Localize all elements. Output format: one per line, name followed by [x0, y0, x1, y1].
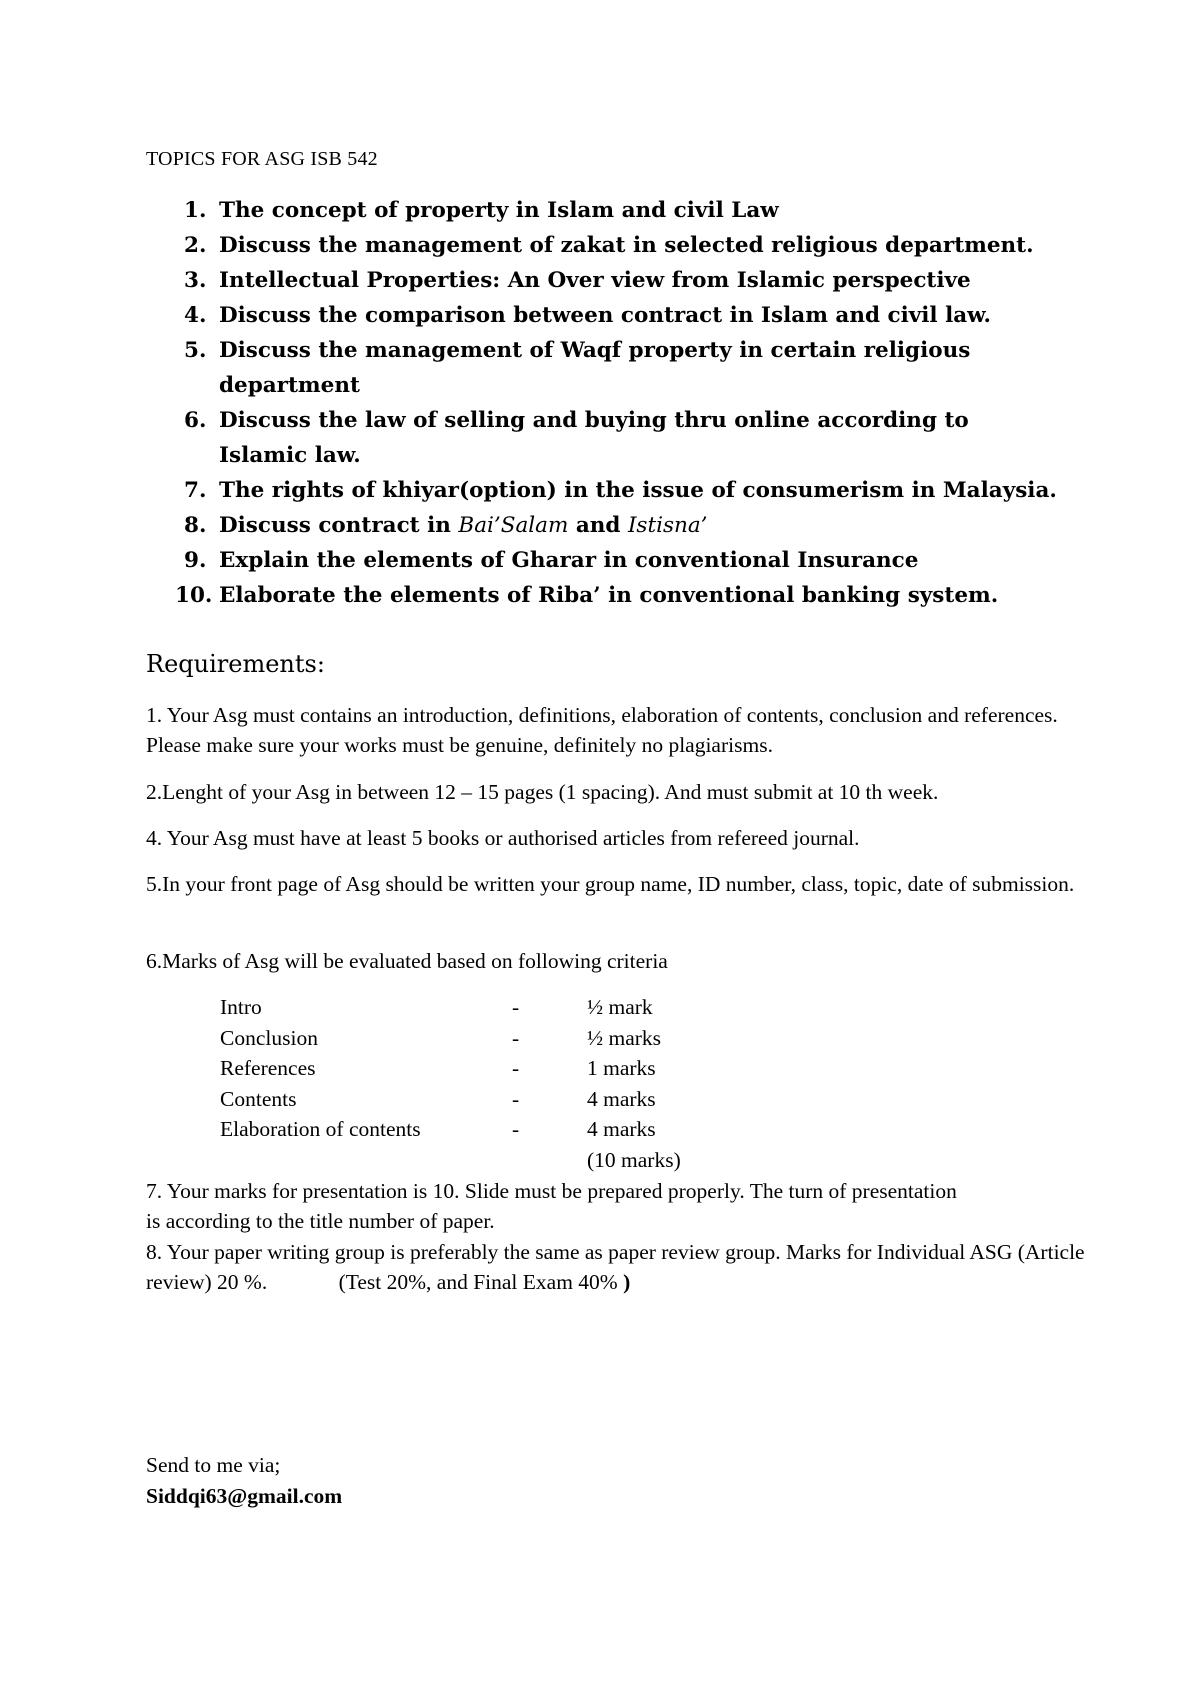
- contact-email: Siddqi63@gmail.com: [146, 1484, 343, 1508]
- topic-text-italic: Bai’Salam: [458, 513, 569, 538]
- document-title: TOPICS FOR ASG ISB 542: [146, 148, 378, 170]
- group-note-text: 8. Your paper writing group is preferably the same as paper review group. Marks for Individual ASG (Article review) 20 %.: [146, 1240, 1085, 1294]
- topic-number: 6.: [184, 408, 207, 433]
- criteria-row: [220, 1023, 820, 1054]
- requirement-item: 5.In your front page of Asg should be written your group name, ID number, class, topic, date of submission.: [146, 872, 1075, 896]
- criteria-value: ½ mark: [587, 995, 653, 1019]
- topic-number: 1.: [184, 198, 207, 223]
- requirement-item: 6.Marks of Asg will be evaluated based on following criteria: [146, 949, 668, 973]
- topic-text-italic: Istisna’: [627, 513, 708, 538]
- topic-text: The rights of khiyar(option) in the issue of consumerism in Malaysia.: [219, 478, 1057, 503]
- topic-number: 3.: [184, 268, 207, 293]
- criteria-value: 1 marks: [587, 1056, 656, 1080]
- criteria-row: [220, 1053, 820, 1084]
- topic-item: [146, 403, 1106, 473]
- topic-list: [146, 193, 1106, 613]
- criteria-label: Elaboration of contents: [220, 1117, 421, 1141]
- topic-number: 5.: [184, 338, 207, 363]
- topic-text: Elaborate the elements of Riba’ in conventional banking system.: [219, 583, 999, 608]
- topic-item: [146, 193, 1106, 228]
- topic-item: [146, 473, 1106, 508]
- criteria-row: [220, 1114, 820, 1145]
- criteria-label: Intro: [220, 995, 262, 1019]
- topic-number: 2.: [184, 233, 207, 258]
- topic-text: Discuss the comparison between contract in Islam and civil law.: [219, 303, 992, 328]
- topic-item: [146, 228, 1106, 263]
- weightage-text: (Test 20%, and Final Exam 40%: [338, 1270, 624, 1294]
- topic-text: Discuss the law of selling and buying thru online according to Islamic law.: [219, 408, 969, 468]
- topic-text: Intellectual Properties: An Over view from Islamic perspective: [219, 268, 971, 293]
- criteria-label: Conclusion: [220, 1025, 318, 1050]
- topic-number: 9.: [184, 548, 207, 573]
- criteria-total-row: [220, 1145, 820, 1176]
- criteria-dash: -: [512, 1056, 520, 1080]
- presentation-note: 7. Your marks for presentation is 10. Slide must be prepared properly. The turn of presentation is according to the title number of paper.: [146, 1179, 957, 1233]
- topic-item: [146, 578, 1106, 613]
- criteria-dash: -: [512, 1086, 520, 1111]
- weightage-close: ): [623, 1270, 631, 1294]
- criteria-label: Contents: [220, 1086, 297, 1111]
- send-label: Send to me via;: [146, 1453, 281, 1477]
- topic-item: [146, 333, 1106, 403]
- criteria-dash: -: [512, 1025, 520, 1050]
- requirements-heading: Requirements:: [146, 650, 325, 678]
- topic-item: [146, 508, 1106, 543]
- topic-text: Explain the elements of Gharar in conventional Insurance: [219, 548, 919, 573]
- criteria-total: (10 marks): [587, 1147, 681, 1172]
- topic-number: 8.: [184, 513, 207, 538]
- criteria-value: 4 marks: [587, 1086, 656, 1111]
- criteria-label: References: [220, 1056, 316, 1080]
- topic-item: [146, 543, 1106, 578]
- topic-text: Discuss the management of zakat in selected religious department.: [219, 233, 1034, 258]
- topic-text: Discuss the management of Waqf property in certain religious department: [219, 338, 971, 398]
- topic-number: 7.: [184, 478, 207, 503]
- topic-number: 10.: [175, 583, 213, 608]
- group-note: [146, 1237, 1146, 1297]
- criteria-dash: -: [512, 995, 520, 1019]
- criteria-row: [220, 992, 820, 1023]
- topic-text-part: and: [568, 513, 628, 538]
- criteria-value: ½ marks: [587, 1025, 662, 1050]
- requirement-item: 1. Your Asg must contains an introduction, definitions, elaboration of contents, conclusion and references. Please make sure your works must be genuine, definitely no plagiarisms.: [146, 703, 1058, 757]
- topic-item: [146, 263, 1106, 298]
- requirement-item: 4. Your Asg must have at least 5 books or authorised articles from refereed journal.: [146, 826, 860, 850]
- topic-number: 4.: [184, 303, 207, 328]
- criteria-value: 4 marks: [587, 1117, 656, 1141]
- topic-item: [146, 298, 1106, 333]
- criteria-row: [220, 1084, 820, 1115]
- requirement-item: 2.Lenght of your Asg in between 12 – 15 pages (1 spacing). And must submit at 10 th week.: [146, 780, 939, 804]
- topic-text: The concept of property in Islam and civil Law: [219, 198, 779, 223]
- criteria-dash: -: [512, 1117, 520, 1141]
- topic-text-part: Discuss contract in: [219, 513, 459, 538]
- marks-criteria-table: [220, 992, 820, 1175]
